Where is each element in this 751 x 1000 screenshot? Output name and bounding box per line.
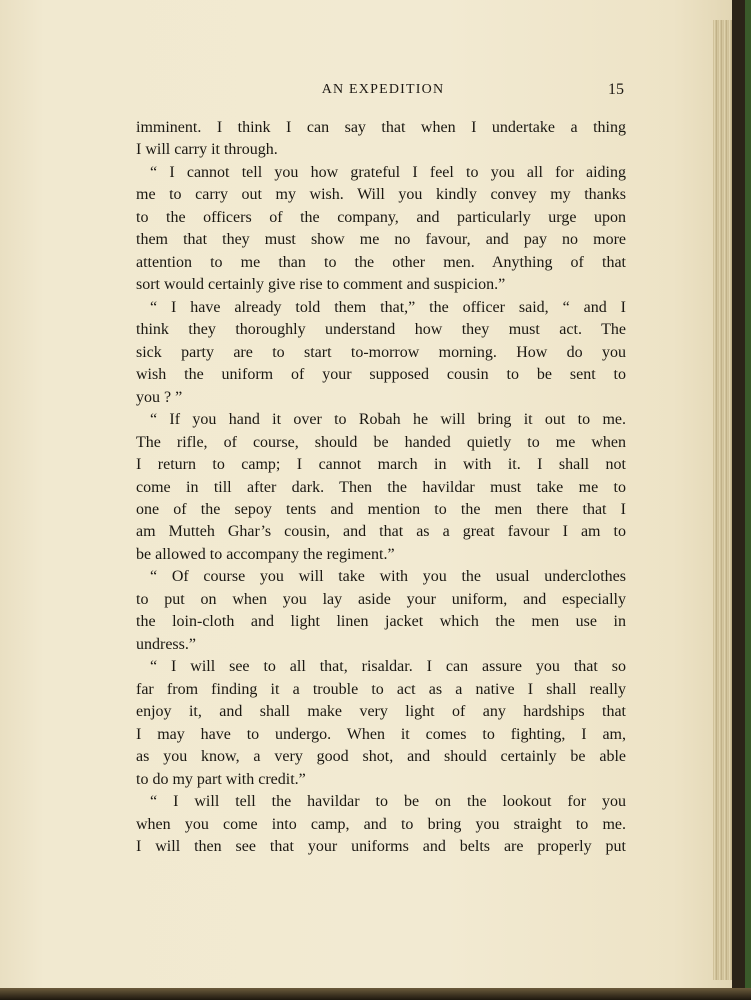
text-line: am Mutteh Ghar’s cousin, and that as a great favour I am to — [136, 523, 626, 541]
bottom-edge — [0, 988, 751, 1000]
text-line: you ? ” — [136, 388, 183, 406]
text-line: imminent. I think I can say that when I undertake a thing — [136, 119, 626, 136]
text-line: “ If you hand it over to Robah he will bring it out to me. — [150, 411, 626, 429]
running-title: AN EXPEDITION — [321, 82, 445, 97]
text-line: be allowed to accompany the regiment.” — [136, 545, 395, 563]
text-line: enjoy it, and shall make very light of any hardships that — [136, 703, 626, 721]
text-line: “ I have already told them that,” the officer said, “ and I — [150, 298, 626, 316]
text-line: come in till after dark. Then the havildar must take me to — [136, 478, 626, 496]
text-line: “ I will see to all that, risaldar. I can assure you that so — [150, 658, 626, 676]
text-line: sick party are to start to-morrow morning. How do you — [136, 343, 626, 361]
text-line: to the officers of the company, and particularly urge upon — [136, 208, 626, 226]
text-line: one of the sepoy tents and mention to the men there that I — [136, 500, 626, 518]
book-spine — [745, 0, 751, 1000]
text-line: I will carry it through. — [136, 141, 278, 159]
text-line: “ Of course you will take with you the usual underclothes — [150, 568, 626, 586]
text-line: to put on when you lay aside your uniform, and especially — [136, 590, 626, 608]
text-line: wish the uniform of your supposed cousin to be sent to — [136, 366, 626, 384]
text-line: the loin-cloth and light linen jacket which the men use in — [136, 613, 626, 631]
text-line: think they thoroughly understand how they must act. The — [136, 321, 626, 339]
text-line: as you know, a very good shot, and should certainly be able — [136, 748, 626, 766]
text-line: “ I will tell the havildar to be on the lookout for you — [150, 793, 626, 811]
text-line: I return to camp; I cannot march in with it. I shall not — [136, 456, 626, 474]
text-line: to do my part with credit.” — [136, 770, 306, 788]
text-line: I may have to undergo. When it comes to fighting, I am, — [136, 725, 626, 743]
body-text — [136, 117, 626, 858]
text-line: undress.” — [136, 635, 196, 653]
running-head — [138, 82, 628, 102]
text-line: them that they must show me no favour, and pay no more — [136, 231, 626, 249]
text-line: I will then see that your uniforms and belts are properly put — [136, 838, 626, 855]
text-line: me to carry out my wish. Will you kindly convey my thanks — [136, 186, 626, 204]
text-line: The rifle, of course, should be handed quietly to me when — [136, 433, 626, 451]
text-line: “ I cannot tell you how grateful I feel to you all for aiding — [150, 163, 626, 181]
text-line: attention to me than to the other men. Anything of that — [136, 253, 626, 271]
text-line: when you come into camp, and to bring you straight to me. — [136, 815, 626, 833]
text-line: far from finding it a trouble to act as a native I shall really — [136, 680, 626, 698]
page-edge-stack — [713, 20, 732, 980]
text-line: sort would certainly give rise to comment and suspicion.” — [136, 276, 506, 294]
page-number: 15 — [608, 81, 624, 98]
